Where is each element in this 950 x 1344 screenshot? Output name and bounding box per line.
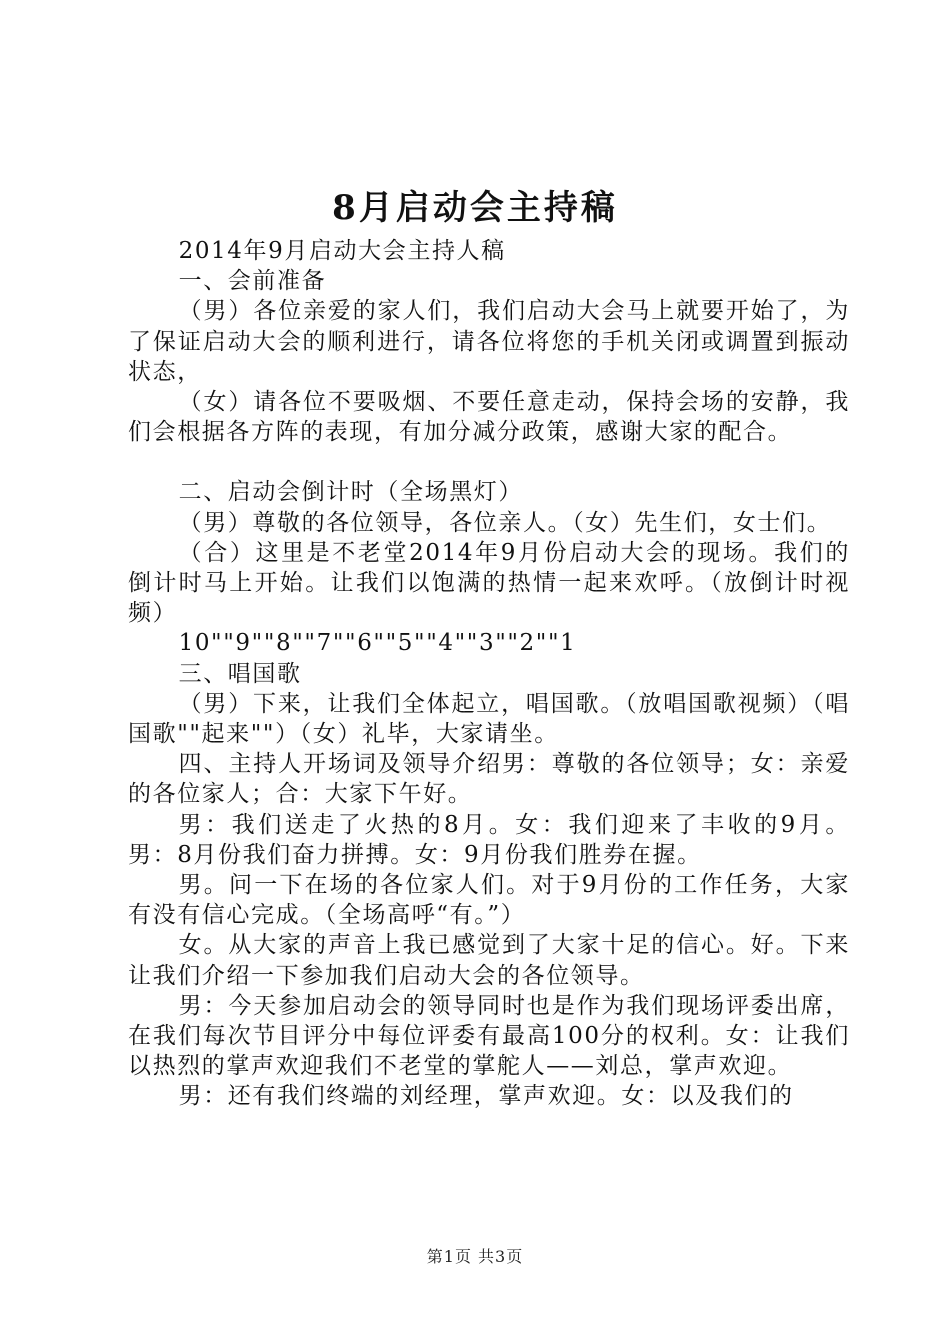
document-title: 8月启动会主持稿 [332,188,618,228]
paragraph: 男。问一下在场的各位家人们。对于9月份的工作任务，大家有没有信心完成。（全场高呼“有。”） [128,872,850,929]
paragraph: 男：还有我们终端的刘经理，掌声欢迎。女：以及我们的 [178,1083,794,1110]
section-heading: 二、启动会倒计时（全场黑灯） [178,479,523,506]
paragraph: （男）尊敬的各位领导，各位亲人。（女）先生们，女士们。 [178,509,832,536]
paragraph: （女）请各位不要吸烟、不要任意走动，保持会场的安静，我们会根据各方阵的表现，有加分减分政策，感谢大家的配合。 [128,389,850,446]
section-heading: 一、会前准备 [178,268,327,295]
section-heading: 三、唱国歌 [178,660,302,687]
document-body [128,236,850,1112]
paragraph: 男：今天参加启动会的领导同时也是作为我们现场评委出席，在我们每次节目评分中每位评委有最高100分的权利。女：让我们以热烈的掌声欢迎我们不老堂的掌舵人——刘总，掌声欢迎。 [128,992,850,1080]
paragraph: 女。从大家的声音上我已感觉到了大家十足的信心。好。下来让我们介绍一下参加我们启动大会的各位领导。 [128,932,850,989]
countdown-line: 10""9""8""7""6""5""4""3""2""1 [178,630,577,657]
paragraph: 四、主持人开场词及领导介绍男：尊敬的各位领导；女：亲爱的各位家人；合：大家下午好。 [128,751,850,808]
page-footer: 第1页 共3页 [426,1247,524,1266]
paragraph-subtitle: 2014年9月启动大会主持人稿 [178,238,506,264]
paragraph: （男）各位亲爱的家人们，我们启动大会马上就要开始了，为了保证启动大会的顺利进行，请各位将您的手机关闭或调置到振动状态， [128,298,850,385]
paragraph: （合）这里是不老堂2014年9月份启动大会的现场。我们的倒计时马上开始。让我们以饱满的热情一起来欢呼。（放倒计时视频） [128,539,850,627]
paragraph: （男）下来，让我们全体起立，唱国歌。（放唱国歌视频）（唱国歌""起来""）（女）礼毕，大家请坐。 [128,690,850,748]
paragraph: 男：我们送走了火热的8月。女：我们迎来了丰收的9月。男：8月份我们奋力拼搏。女：9月份我们胜券在握。 [128,811,850,868]
